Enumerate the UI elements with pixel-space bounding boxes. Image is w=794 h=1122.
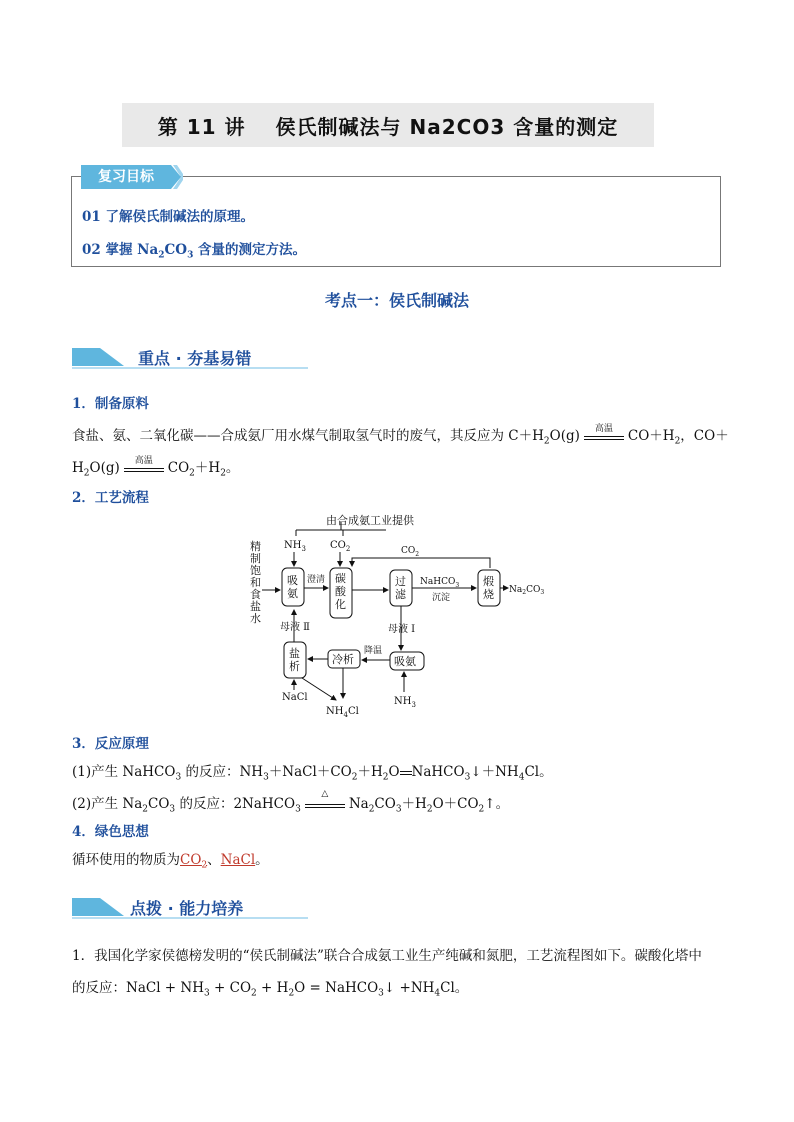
section-title: 考点一：侯氏制碱法: [324, 291, 469, 310]
goal-2: 02 掌握 $Na_2CO_3$ 含量的测定方法。: [82, 242, 307, 261]
review-tag-label: 复习目标: [98, 169, 154, 185]
carbonate-label: 碳酸化: [335, 572, 346, 611]
condition-high-temp: 高温: [584, 430, 624, 444]
nh4cl-output: $NH_4Cl$: [326, 706, 359, 719]
heading-green-thinking: 4．绿色思想: [72, 824, 149, 840]
recycled-nacl: NaCl: [220, 852, 256, 868]
co2-input: $CO_2$: [330, 540, 351, 553]
recycled-materials: 循环使用的物质为$CO_2$、NaCl。: [72, 852, 269, 871]
mother-liquor-2: 母液 Ⅱ: [280, 622, 310, 633]
title-band: [122, 103, 654, 147]
calcine-label: 煅烧: [483, 575, 494, 601]
condition-heat: △: [305, 798, 345, 812]
heading-raw-materials: 1．制备原料: [72, 396, 149, 412]
equals-sign: [400, 769, 412, 777]
reaction-1: (1)产生 NaHCO$_3$ 的反应：$NH_3+NaCl+CO_2+H_2O$ $NaHCO_3↓+NH_4Cl$。: [72, 764, 553, 783]
brine-label: 精制饱和食盐水: [250, 540, 261, 625]
condition-high-temp: 高温: [124, 462, 164, 476]
co2-recycle: $CO_2$: [401, 546, 420, 558]
absorb-1: 吸氨: [287, 574, 298, 600]
nahco3-label: NaHCO$_3$: [420, 577, 460, 589]
nacl-input: NaCl: [282, 692, 308, 703]
na2co3-output: $Na_2CO_3$: [509, 585, 545, 596]
absorb-2: 吸氨: [394, 655, 416, 668]
recycled-co2: $CO_2$: [180, 852, 208, 871]
heading-process-flow: 2．工艺流程: [72, 490, 149, 506]
banner-label: 点拨 · 能力培养: [130, 899, 244, 918]
precip-label: 沉淀: [432, 593, 451, 603]
banner-ability: [72, 894, 308, 920]
cool-label: 冷析: [332, 653, 354, 666]
heading-reaction-principle: 3．反应原理: [72, 736, 149, 752]
process-flow-diagram: [244, 510, 554, 722]
raw-materials-line-1: 食盐、氨、二氧化碳——合成氨厂用水煤气制取氢气时的废气，其反应为 $C+H_2O(g)$ 高温 $CO+H_2$，CO＋: [72, 423, 729, 447]
page-title: [158, 111, 618, 140]
practice-line-1: 1．我国化学家侯德榜发明的“侯氏制碱法”联合合成氨工业生产纯碱和氮肥，工艺流程图如下。碳酸化塔中: [72, 948, 702, 964]
raw-materials-line-2: $H_2O(g)$ 高温 $CO_2+H_2$。: [72, 455, 240, 479]
clarify-label: 澄清: [307, 575, 326, 585]
nh3-top: $NH_3$: [284, 540, 306, 553]
mother-liquor-1: 母液 Ⅰ: [388, 624, 416, 635]
cooldown-label: 降温: [364, 646, 383, 656]
goal-1: 01 了解侯氏制碱法的原理。: [82, 209, 254, 225]
reaction-2: (2)产生 $Na_2CO_3$ 的反应：2NaHCO$_3$ △ $Na_2CO_3+H_2O+CO_2↑$。: [72, 788, 510, 815]
filter-label: 过滤: [395, 575, 406, 601]
practice-line-2: 的反应：NaCl + $NH_3 + CO_2 + H_2O$ = NaHCO$_3$↓ $+NH_4Cl$。: [72, 980, 469, 999]
review-tag: [81, 165, 183, 189]
provider-label: 由合成氨工业提供: [326, 514, 414, 527]
banner-label: 重点 · 夯基易错: [138, 349, 252, 368]
lecture-number: 第 11 讲: [157, 114, 246, 139]
banner-key-points: [72, 344, 308, 370]
nh3-bottom: $NH_3$: [394, 696, 416, 709]
saltout-label: 盐析: [289, 647, 300, 673]
lecture-name: 侯氏制碱法与 Na2CO3 含量的测定: [275, 114, 619, 139]
